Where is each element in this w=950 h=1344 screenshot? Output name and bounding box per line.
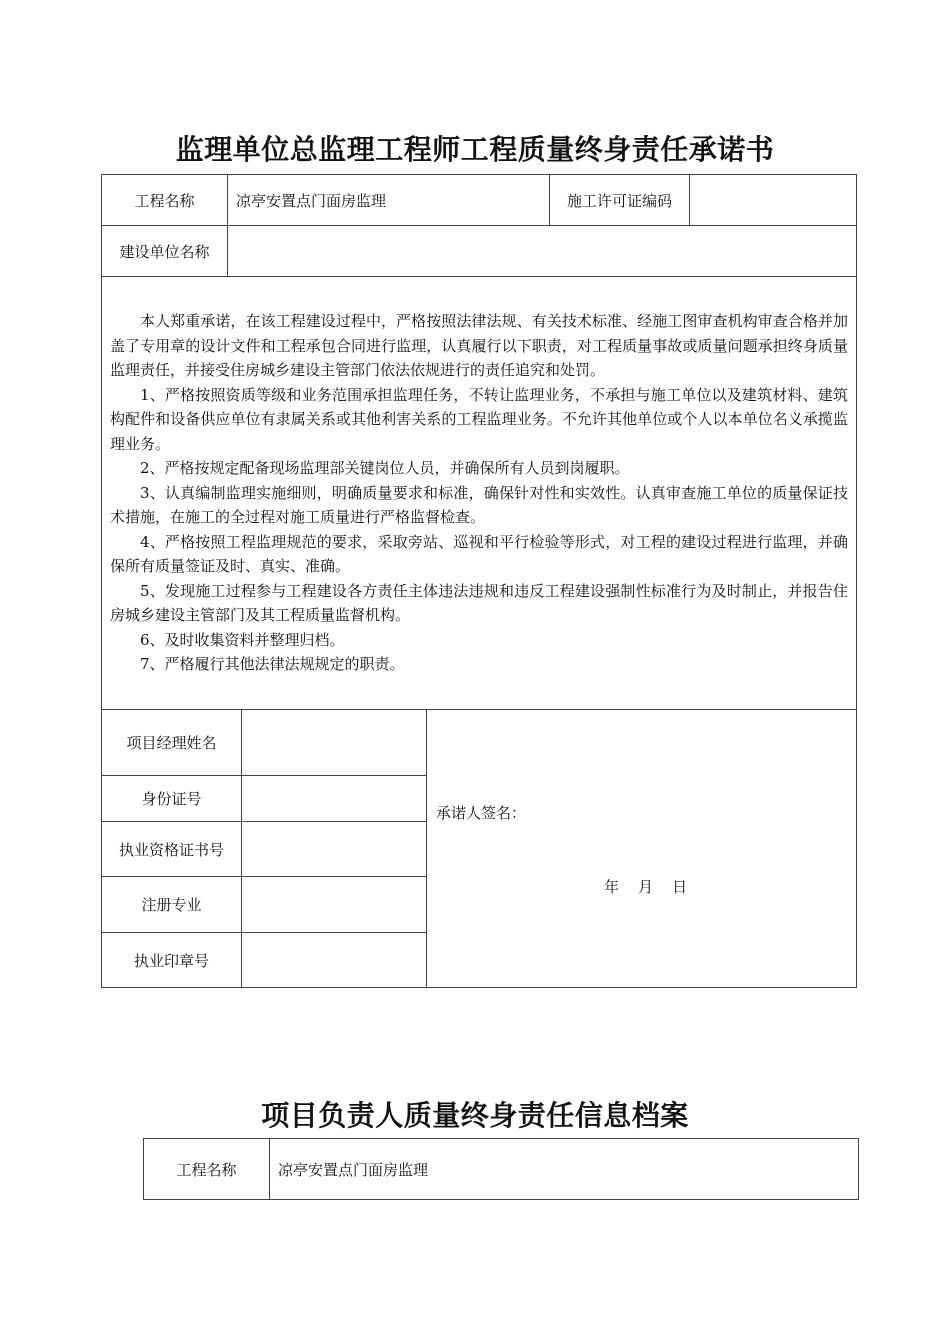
form-title-archive: 项目负责人质量终身责任信息档案 bbox=[261, 1099, 689, 1132]
commitment-paragraph: 7、严格履行其他法律法规规定的职责。 bbox=[140, 655, 405, 673]
commitment-paragraph: 5、发现施工过程参与工程建设各方责任主体违法违规和违反工程建设强制性标准行为及时制止，并报告住房城乡建设主管部门及其工程质量监督机构。 bbox=[110, 581, 848, 624]
project-name-value: 凉亭安置点门面房监理 bbox=[236, 191, 387, 210]
commitment-paragraph: 4、严格按照工程监理规范的要求，采取旁站、巡视和平行检验等形式，对工程的建设过程进行监理，并确保所有质量签证及时、真实、准确。 bbox=[110, 532, 848, 575]
id-number-value bbox=[242, 776, 426, 821]
certificate-number-value bbox=[242, 822, 426, 876]
commitment-paragraph: 本人郑重承诺，在该工程建设过程中，严格按照法律法规、有关技术标准、经施工图审查机构审查合格并加盖了专用章的设计文件和工程承包合同进行监理，认真履行以下职责，对工程质量事故或质量问题承担终身质量监理责任，并接受住房城乡建设主管部门依法依规进行的责任追究和处罚。 bbox=[110, 312, 848, 379]
signature-label: 承诺人签名： bbox=[436, 803, 527, 822]
form-title-commitment: 监理单位总监理工程师工程质量终身责任承诺书 bbox=[175, 133, 775, 166]
manager-name-label: 项目经理姓名 bbox=[126, 734, 217, 752]
commitment-paragraph: 1、严格按照资质等级和业务范围承担监理任务，不转让监理业务，不承担与施工单位以及建筑材料、建筑构配件和设备供应单位有隶属关系或其他利害关系的工程监理业务。不允许其他单位或个人以本单位名义承揽监理业务。 bbox=[110, 385, 848, 453]
project-name-label: 工程名称 bbox=[134, 191, 195, 210]
archive-project-name-value: 凉亭安置点门面房监理 bbox=[278, 1160, 429, 1179]
commitment-paragraph: 6、及时收集资料并整理归档。 bbox=[140, 630, 345, 649]
permit-number-value bbox=[690, 175, 856, 225]
id-number-label: 身份证号 bbox=[141, 790, 202, 808]
commitment-paragraph: 3、认真编制监理实施细则，明确质量要求和标准，确保针对性和实效性。认真审查施工单位的质量保证技术措施，在施工的全过程对施工质量进行严格监督检查。 bbox=[110, 483, 848, 526]
archive-project-name-label: 工程名称 bbox=[176, 1160, 237, 1179]
manager-name-value bbox=[242, 710, 426, 775]
signature-date: 年 月 日 bbox=[604, 877, 688, 896]
builder-name-value bbox=[228, 226, 856, 276]
registered-specialty-label: 注册专业 bbox=[141, 896, 202, 914]
seal-number-label: 执业印章号 bbox=[133, 951, 209, 970]
registered-specialty-value bbox=[242, 877, 426, 932]
seal-number-value bbox=[242, 933, 426, 987]
permit-number-label: 施工许可证编码 bbox=[566, 191, 672, 210]
builder-name-label: 建设单位名称 bbox=[119, 242, 210, 261]
commitment-text bbox=[110, 309, 848, 677]
certificate-number-label: 执业资格证书号 bbox=[118, 840, 224, 859]
commitment-paragraph: 2、严格按规定配备现场监理部关键岗位人员，并确保所有人员到岗履职。 bbox=[140, 459, 630, 477]
